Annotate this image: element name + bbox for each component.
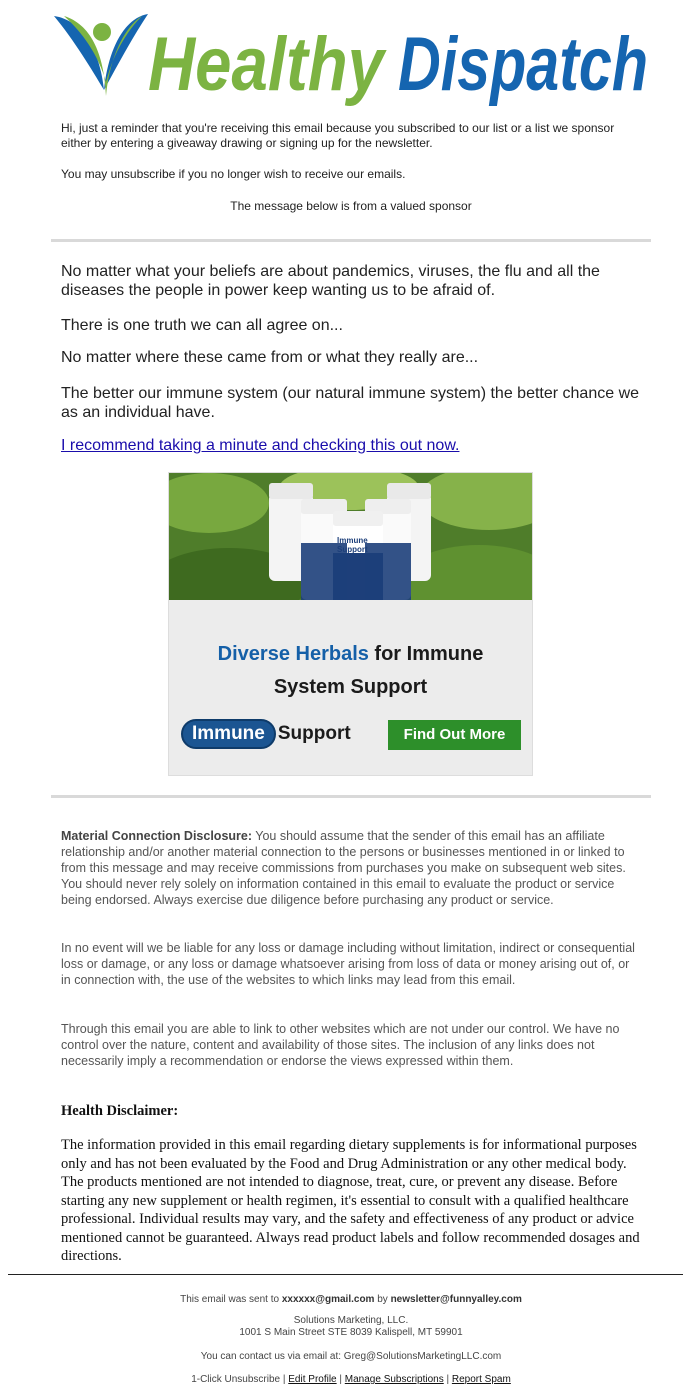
report-spam-link[interactable]: Report Spam <box>451 1374 511 1385</box>
healthy-dispatch-logo <box>52 10 652 110</box>
message-paragraph-2: There is one truth we can all agree on... <box>61 317 343 334</box>
find-out-more-button[interactable]: Find Out More <box>388 720 521 750</box>
sponsor-note: The message below is from a valued sponsor <box>230 199 472 213</box>
cta-link-row <box>61 437 646 456</box>
recipient-email: xxxxxx@gmail.com <box>281 1294 375 1305</box>
sponsor-ad-banner[interactable] <box>168 472 533 776</box>
footer-contact: You can contact us via email at: Greg@SolutionsMarketingLLC.com <box>200 1351 502 1362</box>
sent-prefix: This email was sent to <box>180 1294 282 1305</box>
ad-headline-highlight: Diverse Herbals <box>217 643 369 665</box>
liability-paragraph: In no event will we be liable for any loss or damage including without limitation, indirect or consequential loss or damage, or any loss or damage whatsoever arising from loss of data or money arising out of, or in connection with, the use of the websites to which links may lead from this email. <box>61 941 635 987</box>
immune-support-brand <box>181 718 351 750</box>
ad-headline-line2: System Support <box>273 676 428 698</box>
one-click-unsubscribe[interactable]: 1-Click Unsubscribe <box>191 1374 281 1385</box>
unsubscribe-note: You may unsubscribe if you no longer wish to receive our emails. <box>61 167 406 181</box>
divider-top <box>51 239 651 242</box>
separator: | <box>443 1374 452 1385</box>
svg-text:Immune: Immune <box>337 536 368 545</box>
footer-address: 1001 S Main Street STE 8039 Kalispell, MT 59901 <box>239 1327 463 1338</box>
cta-link[interactable]: I recommend taking a minute and checking this out now. <box>61 437 460 454</box>
footer-links <box>51 1374 651 1386</box>
separator: | <box>336 1374 345 1385</box>
message-paragraph-3: No matter where these came from or what they really are... <box>61 349 479 366</box>
ad-headline <box>169 638 532 704</box>
material-disclosure <box>61 828 641 908</box>
health-disclaimer-title: Health Disclaimer: <box>61 1103 179 1119</box>
footer-divider <box>8 1274 683 1275</box>
sender-email: newsletter@funnyalley.com <box>390 1294 522 1305</box>
svg-text:Support: Support <box>337 545 368 554</box>
external-links-paragraph: Through this email you are able to link to other websites which are not under our control. We have no control over the nature, content and availability of those sites. The inclusion of any links does not necessarily imply a recommendation or endorse the views expressed within them. <box>61 1022 620 1068</box>
logo-text-healthy: Healthy <box>148 22 388 107</box>
footer-sent-to <box>51 1294 651 1306</box>
message-paragraph-1: No matter what your beliefs are about pandemics, viruses, the flu and all the diseases the people in power keep wanting us to be afraid of. <box>61 263 600 299</box>
brand-word: Support <box>277 723 351 744</box>
edit-profile-link[interactable]: Edit Profile <box>288 1374 337 1385</box>
divider-bottom <box>51 795 651 798</box>
brand-pill: Immune <box>181 719 276 749</box>
sent-by: by <box>374 1294 391 1305</box>
subscription-reminder: Hi, just a reminder that you're receiving this email because you subscribed to our list or a list we sponsor either by entering a giveaway drawing or signing up for the newsletter. <box>61 121 615 150</box>
disclosure-text: You should assume that the sender of this email has an affiliate relationship and/or another material connection to the persons or businesses mentioned in or linked to from this message and may receive commissions from purchases you make on subsequent web sites. You should never rely solely on information contained in this email to evaluate the product or service being endorsed. Always exercise due diligence before purchasing any product or service. <box>61 829 626 907</box>
separator: | <box>280 1374 289 1385</box>
disclosure-title: Material Connection Disclosure: <box>61 829 253 843</box>
product-image <box>169 473 532 600</box>
footer-company: Solutions Marketing, LLC. <box>293 1315 409 1326</box>
message-paragraph-4: The better our immune system (our natural immune system) the better chance we as an individual have. <box>61 385 640 421</box>
logo-text-dispatch: Dispatch <box>398 22 648 107</box>
ad-headline-rest: for Immune <box>368 643 484 665</box>
manage-subscriptions-link[interactable]: Manage Subscriptions <box>344 1374 444 1385</box>
leaf-person-icon <box>54 14 148 96</box>
health-disclaimer-text: The information provided in this email regarding dietary supplements is for informational purposes only and has not been evaluated by the Food and Drug Administration or any other medical body. The products mentioned are not intended to diagnose, treat, cure, or prevent any disease. Before starting any new supplement or health regimen, it's essential to consult with a qualified healthcare professional. Individual results may vary, and the safety and effectiveness of any product or advice mentioned cannot be guaranteed. Always read product labels and follow recommended dosages and directions. <box>61 1137 640 1264</box>
